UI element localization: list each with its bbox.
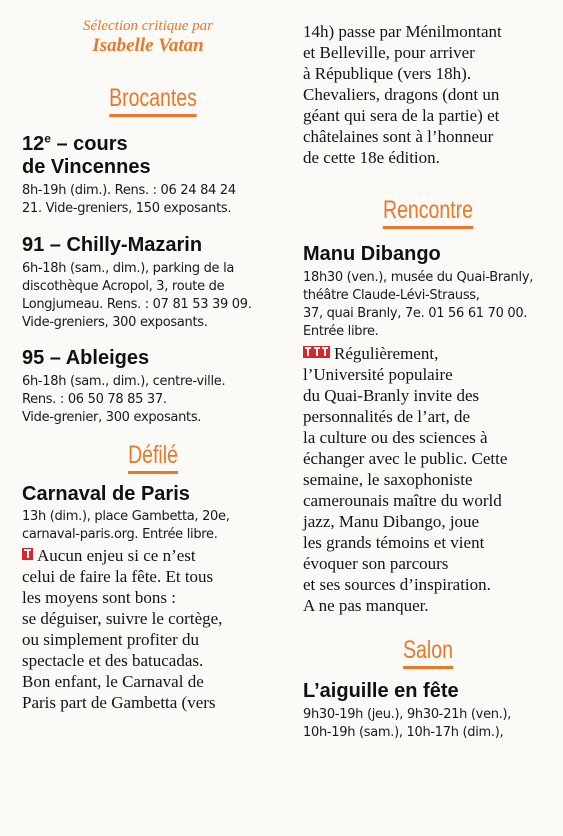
credit-author: Isabelle Vatan	[92, 35, 204, 56]
event-title: Carnaval de Paris	[22, 483, 190, 505]
credit-line1: Sélection critique par	[83, 18, 213, 34]
event-info: 6h-18h (sam., dim.), centre-ville. Rens. : 06 50 78 85 37. Vide-grenier, 300 exposants.	[22, 374, 226, 425]
event-title: 12e – cours de Vincennes	[22, 131, 151, 178]
event-title: 91 – Chilly-Mazarin	[22, 234, 203, 256]
event-description: Aucun enjeu si ce n’est celui de faire la fête. Et tous les moyens sont bons : se déguiser, suivre le cortège, ou simplement profiter du spectacle et des batucadas. Bon enfant, le Carnaval de Paris part de Gambetta (vers	[22, 546, 223, 712]
section-heading-salon: Salon	[331, 635, 526, 669]
event-info: 9h30-19h (jeu.), 9h30-21h (ven.), 10h-19h (sam.), 10h-17h (dim.),	[303, 707, 512, 740]
left-column	[22, 0, 284, 713]
event-chilly-mazarin	[22, 234, 284, 332]
carnaval-continued: 14h) passe par Ménilmontant et Belleville, pour arriver à République (vers 18h). Chevaliers, dragons (dont un géant qui sera de la partie) et châtelaines sont à l’honneur de cette 18e édition.	[303, 22, 502, 167]
rating-badge-one-t-icon	[22, 548, 33, 560]
event-title: L’aiguille en fête	[303, 680, 459, 702]
event-info: 18h30 (ven.), musée du Quai-Branly, théâtre Claude-Lévi-Strauss, 37, quai Branly, 7e. 01 56 61 70 00. Entrée libre.	[303, 270, 534, 339]
section-heading-brocantes: Brocantes	[51, 83, 255, 117]
event-ableiges	[22, 347, 284, 427]
credit	[12, 18, 284, 56]
event-info: 8h-19h (dim.). Rens. : 06 24 84 24 21. Vide-greniers, 150 exposants.	[22, 183, 236, 216]
event-info: 6h-18h (sam., dim.), parking de la discothèque Acropol, 3, route de Longjumeau. Rens. : 07 81 53 39 09. Vide-greniers, 300 exposants.	[22, 261, 252, 330]
event-info: 13h (dim.), place Gambetta, 20e, carnaval-paris.org. Entrée libre.	[22, 509, 230, 542]
event-title: 95 – Ableiges	[22, 347, 150, 369]
right-column	[303, 0, 553, 742]
event-vincennes	[22, 133, 284, 218]
event-aiguille	[303, 680, 553, 742]
event-carnaval	[22, 483, 284, 713]
event-title: Manu Dibango	[303, 243, 441, 265]
rating-badge-three-t-icon	[303, 346, 330, 358]
section-heading-defile: Défilé	[51, 440, 255, 474]
section-heading-rencontre: Rencontre	[331, 195, 526, 229]
event-description: Régulièrement, l’Université populaire du Quai-Branly invite des personnalités de l’art, de la culture ou des sciences à échanger avec le public. Cette semaine, le saxophoniste camerounais maître du world jazz, Manu Dibango, joue les grands témoins et vient évoquer son parcours et ses sources d’inspiration. A ne pas manquer.	[303, 344, 508, 615]
event-manu-dibango	[303, 243, 553, 616]
